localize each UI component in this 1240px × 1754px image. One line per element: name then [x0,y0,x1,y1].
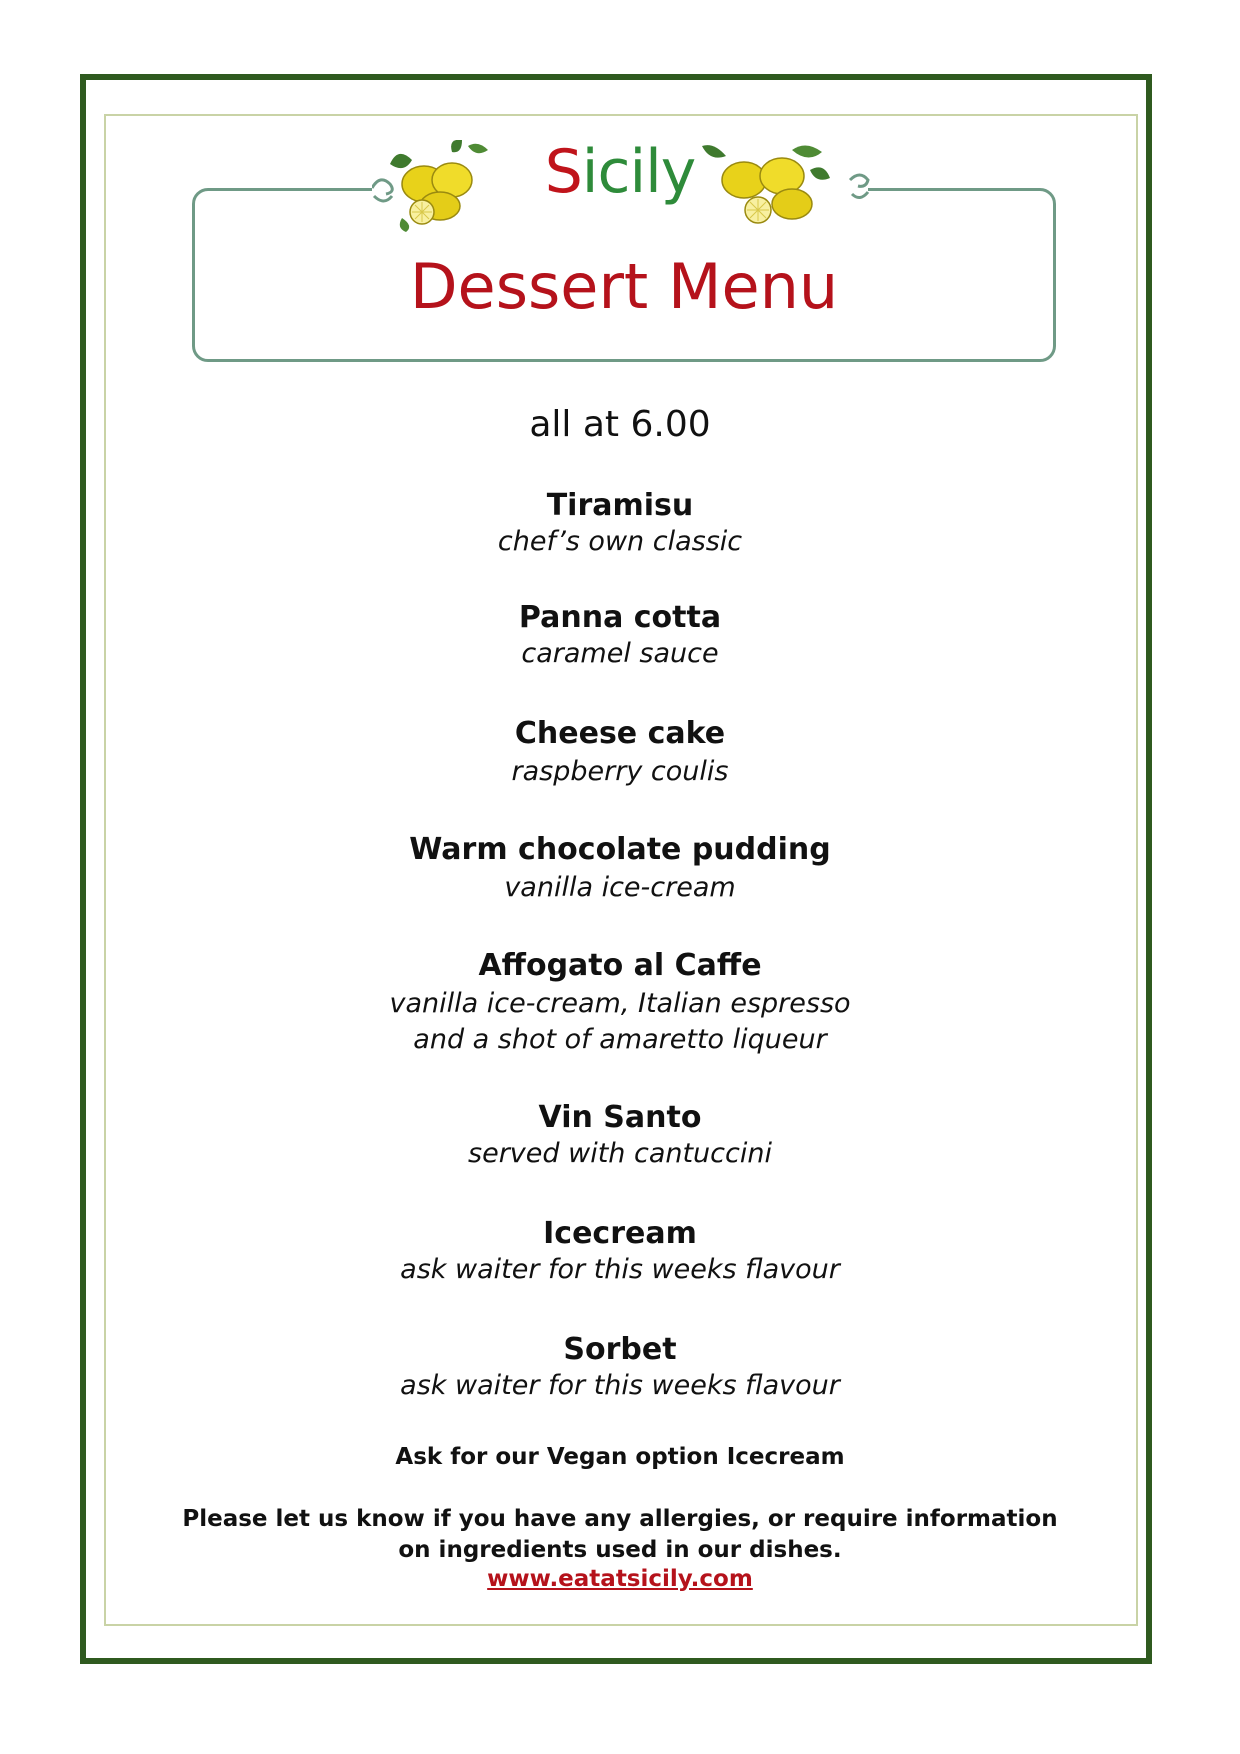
item-name-sorbet: Sorbet [563,1332,677,1367]
item-desc-affogato: vanilla ice-cream, Italian espresso [389,988,851,1019]
menu-title: Dessert Menu [409,250,839,323]
vegan-note: Ask for our Vegan option Icecream [395,1444,845,1470]
item-desc-vin-santo: served with cantuccini [468,1138,772,1169]
item-name-tiramisu: Tiramisu [546,488,694,523]
item-name-icecream: Icecream [543,1216,697,1251]
allergy-line-1: Please let us know if you have any allergies, or require information [182,1506,1058,1532]
item-name-panna-cotta: Panna cotta [518,600,722,635]
allergy-note [0,1504,1240,1535]
item-desc-icecream: ask waiter for this weeks flavour [400,1254,840,1285]
website-link[interactable]: www.eatatsicily.com [487,1566,753,1592]
allergy-note-2 [0,1535,1240,1566]
item-name-cheese-cake: Cheese cake [514,716,726,751]
item-desc-affogato-line2: and a shot of amaretto liqueur [413,1024,827,1055]
item-name-affogato: Affogato al Caffe [478,948,762,983]
price-note: all at 6.00 [529,404,711,445]
lemon-illustration-left-icon [372,140,502,240]
item-desc-cheese-cake: raspberry coulis [511,756,729,787]
item-desc-chocolate-pudding: vanilla ice-cream [504,872,736,903]
item-desc-panna-cotta: caramel sauce [521,638,719,669]
allergy-line-2: on ingredients used in our dishes. [398,1537,842,1563]
restaurant-brand: Sicily [544,137,696,207]
item-name-vin-santo: Vin Santo [538,1100,702,1135]
item-desc-sorbet: ask waiter for this weeks flavour [400,1370,840,1401]
item-name-chocolate-pudding: Warm chocolate pudding [409,832,831,867]
lemon-illustration-right-icon [692,140,872,240]
item-desc-tiramisu: chef’s own classic [497,526,743,557]
